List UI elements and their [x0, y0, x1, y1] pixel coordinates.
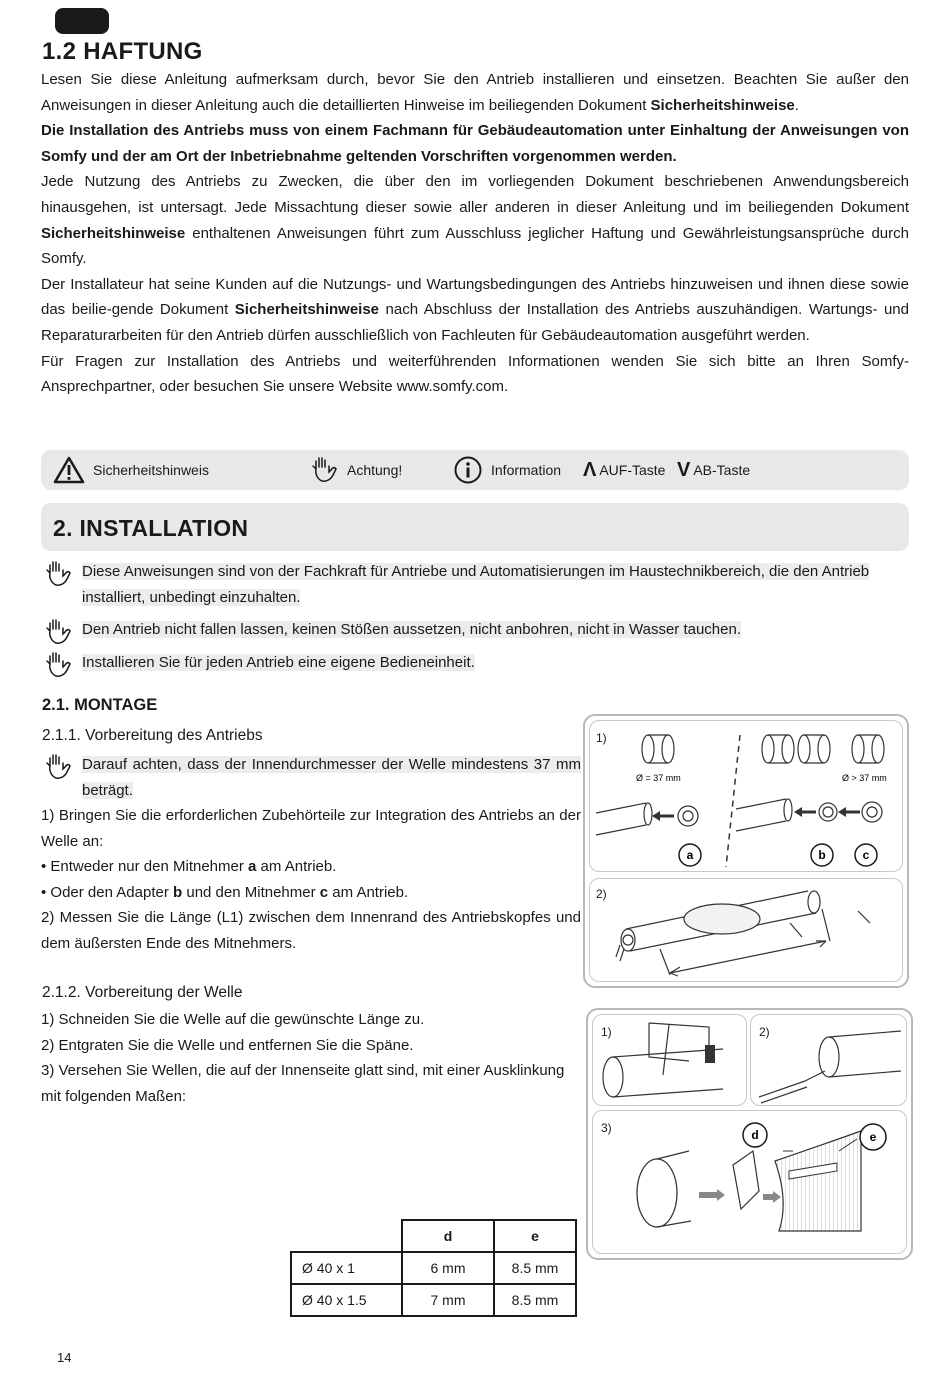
bullet-item: • Entweder nur den Mitnehmer a am Antrieb. [41, 858, 337, 876]
hand-caution-icon [309, 455, 339, 485]
callout-label: c [862, 848, 870, 862]
table-cell: Ø 40 x 1 [291, 1252, 402, 1284]
bullet-item: • Oder den Adapter b und den Mitnehmer c am Antrieb. [41, 883, 409, 901]
legend-label: Sicherheitshinweis [93, 462, 209, 478]
subsection-title-antrieb: 2.1.1. Vorbereitung des Antriebs [42, 727, 263, 744]
welle-steps [41, 1007, 581, 1109]
figure-panel-1 [592, 1014, 747, 1106]
symbol-legend [41, 450, 909, 490]
warning-item [41, 752, 581, 803]
notch-tube-drawing [593, 1111, 906, 1253]
legend-label: Achtung! [347, 462, 403, 478]
table-row [291, 1284, 576, 1316]
figure-panel-1 [589, 720, 903, 872]
step-text: 3) Versehen Sie Wellen, die auf der Innenseite glatt sind, mit einer Ausklinkung mit folgenden Maßen: [41, 1062, 565, 1105]
legend-safety [53, 450, 209, 490]
panel-label: 2) [759, 1025, 770, 1039]
table-header-cell: d [402, 1220, 494, 1252]
haftung-text [41, 67, 909, 400]
legend-label: AB-Taste [693, 462, 751, 478]
warning-item [41, 559, 909, 610]
figure-panel-2 [750, 1014, 907, 1106]
down-arrow-icon: V [677, 458, 691, 481]
warning-text: Darauf achten, dass der Innendurchmesser der Welle mindestens 37 mm beträgt. [82, 756, 581, 799]
step-text: 2) Messen Sie die Länge (L1) zwischen dem Innenrand des Antriebskopfes und dem äußersten Ende des Mitnehmers. [41, 909, 581, 952]
section-title-montage: 2.1. MONTAGE [42, 696, 158, 714]
hand-caution-icon [43, 617, 73, 647]
panel-label: 1) [596, 731, 607, 745]
paragraph: Für Fragen zur Installation des Antriebs und weiterführenden Informationen wenden Sie sich bitte an Ihren Somfy-Ansprechpartner, oder besuchen Sie unsere Website www.somfy.com. [41, 352, 909, 396]
warning-text: Diese Anweisungen sind von der Fachkraft für Antriebe und Automatisierungen im Haustechnikbereich, die den Antrieb installiert, unbedingt einzuhalten. [82, 563, 870, 606]
chapter-tab-marker [55, 8, 109, 34]
section-header-installation [41, 503, 909, 551]
legend-caution [309, 450, 402, 490]
deburr-tube-drawing [751, 1015, 906, 1105]
panel-label: 2) [596, 887, 607, 901]
page-number: 14 [57, 1350, 72, 1365]
legend-label: Information [491, 462, 562, 478]
table-header-cell [291, 1220, 402, 1252]
up-arrow-icon: Λ [583, 458, 597, 481]
motor-accessories-drawing [590, 721, 902, 871]
paragraph: Lesen Sie diese Anleitung aufmerksam durch, bevor Sie den Antrieb installieren und einsetzen. Beachten Sie außer den Anweisungen in dieser Anleitung auch die detaillierten Hinweise im beiliegenden Dokument Sicherheitshinweise. [41, 71, 909, 114]
hand-caution-icon [43, 559, 73, 589]
table-cell: Ø 40 x 1.5 [291, 1284, 402, 1316]
diameter-label: Ø = 37 mm [636, 773, 681, 783]
figure-panel-3 [592, 1110, 907, 1254]
warning-triangle-icon [53, 456, 85, 484]
warning-text: Den Antrieb nicht fallen lassen, keinen Stößen aussetzen, nicht anbohren, nicht in Wasser tauchen. [82, 621, 742, 638]
table-cell: 7 mm [402, 1284, 494, 1316]
panel-label: 3) [601, 1121, 612, 1135]
paragraph: Jede Nutzung des Antriebs zu Zwecken, die über den im vorliegenden Dokument beschriebenen Anwendungsbereich hinausgehen, ist untersagt. Jede Missachtung dieser sowie aller anderen in dieser Anleitung und im beiliegenden Dokument Sicherheitshinweise enthaltenen Anweisungen führt zum Ausschluss jeglicher Haftung und Gewährleistungsansprüche durch Somfy. [41, 173, 909, 268]
figure-panel-2 [589, 878, 903, 982]
paragraph-bold: Die Installation des Antriebs muss von einem Fachmann für Gebäudeautomation unter Einhaltung der Anweisungen von Somfy und der am Ort der Inbetriebnahme geltenden Vorschriften vorgenommen werden. [41, 122, 909, 165]
hand-caution-icon [43, 752, 73, 782]
legend-label: AUF-Taste [599, 462, 666, 478]
panel-label: 1) [601, 1025, 612, 1039]
table-cell: 8.5 mm [494, 1252, 576, 1284]
step-text: 1) Bringen Sie die erforderlichen Zubehörteile zur Integration des Antriebs an der Welle an: [41, 807, 581, 850]
callout-label: d [751, 1128, 759, 1142]
cut-tube-drawing [593, 1015, 746, 1105]
section-title-haftung: 1.2 HAFTUNG [42, 38, 203, 65]
diameter-label: Ø > 37 mm [842, 773, 887, 783]
step-text: 1) Schneiden Sie die Welle auf die gewünschte Länge zu. [41, 1011, 425, 1028]
callout-label: e [869, 1130, 877, 1144]
figure-motor-preparation [583, 714, 909, 988]
warning-item [41, 650, 909, 676]
subsection-title-welle: 2.1.2. Vorbereitung der Welle [42, 984, 243, 1001]
paragraph: Der Installateur hat seine Kunden auf die Nutzungs- und Wartungsbedingungen des Antriebs hinzuweisen und ihnen diese sowie das beilie-gende Dokument Sicherheitshinweise nach Abschluss der Installation des Antriebs auszuhändigen. Wartungs- und Reparaturarbeiten für den Antrieb dürfen ausschließlich von Fachleuten für Gebäudeautomation ausgeführt werden. [41, 275, 909, 344]
info-icon [453, 455, 483, 485]
warning-item [41, 617, 909, 643]
legend-up-key [583, 450, 665, 490]
callout-label: b [818, 848, 826, 862]
legend-down-key [677, 450, 750, 490]
motor-length-drawing [590, 879, 902, 981]
section-title-installation: 2. INSTALLATION [53, 515, 249, 541]
warning-text: Installieren Sie für jeden Antrieb eine eigene Bedieneinheit. [82, 654, 475, 671]
table-header-cell: e [494, 1220, 576, 1252]
table-row [291, 1252, 576, 1284]
antrieb-steps [41, 803, 581, 957]
table-header-row [291, 1220, 576, 1252]
step-text: 2) Entgraten Sie die Welle und entfernen Sie die Späne. [41, 1036, 414, 1054]
legend-info [453, 450, 561, 490]
table-cell: 6 mm [402, 1252, 494, 1284]
figure-tube-preparation [586, 1008, 913, 1260]
notch-dimensions-table [290, 1219, 577, 1317]
callout-label: a [686, 848, 694, 862]
hand-caution-icon [43, 650, 73, 680]
table-cell: 8.5 mm [494, 1284, 576, 1316]
